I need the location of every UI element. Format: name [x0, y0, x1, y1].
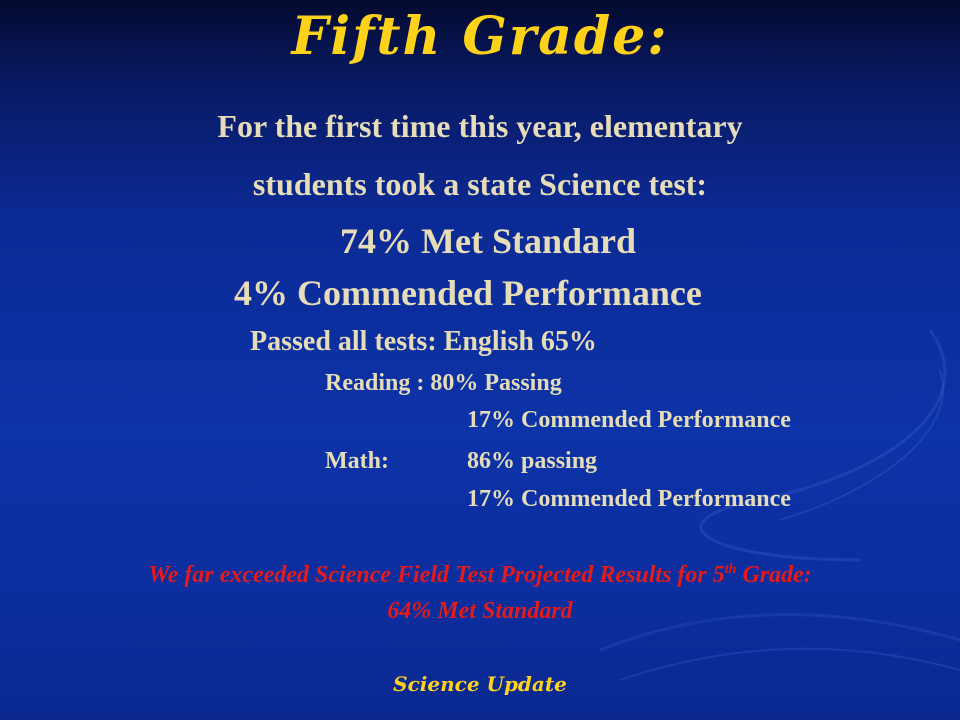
- reading-commended: 17% Commended Performance: [467, 407, 791, 433]
- passed-all-tests: Passed all tests: English 65%: [250, 326, 597, 357]
- intro-line-1: For the first time this year, elementary: [217, 108, 743, 144]
- math-result: [325, 448, 598, 475]
- projection-superscript: th: [724, 562, 737, 577]
- science-met-standard: 74% Met Standard: [340, 221, 636, 261]
- footer-caption: Science Update: [393, 672, 567, 696]
- projection-text-b: Grade:: [736, 562, 812, 588]
- math-label: Math:: [325, 448, 389, 474]
- math-value: 86% passing: [467, 448, 598, 474]
- science-commended: 4% Commended Performance: [234, 273, 702, 313]
- projection-text-a: We far exceeded Science Field Test Projected Results for 5: [148, 562, 725, 588]
- projection-line-2: 64% Met Standard: [387, 598, 573, 624]
- projection-line-1: [0, 562, 960, 589]
- intro-line-2: students took a state Science test:: [252, 166, 708, 202]
- slide-title: Fifth Grade:: [291, 6, 669, 67]
- reading-result: Reading : 80% Passing: [325, 370, 562, 396]
- math-commended: 17% Commended Performance: [467, 486, 791, 512]
